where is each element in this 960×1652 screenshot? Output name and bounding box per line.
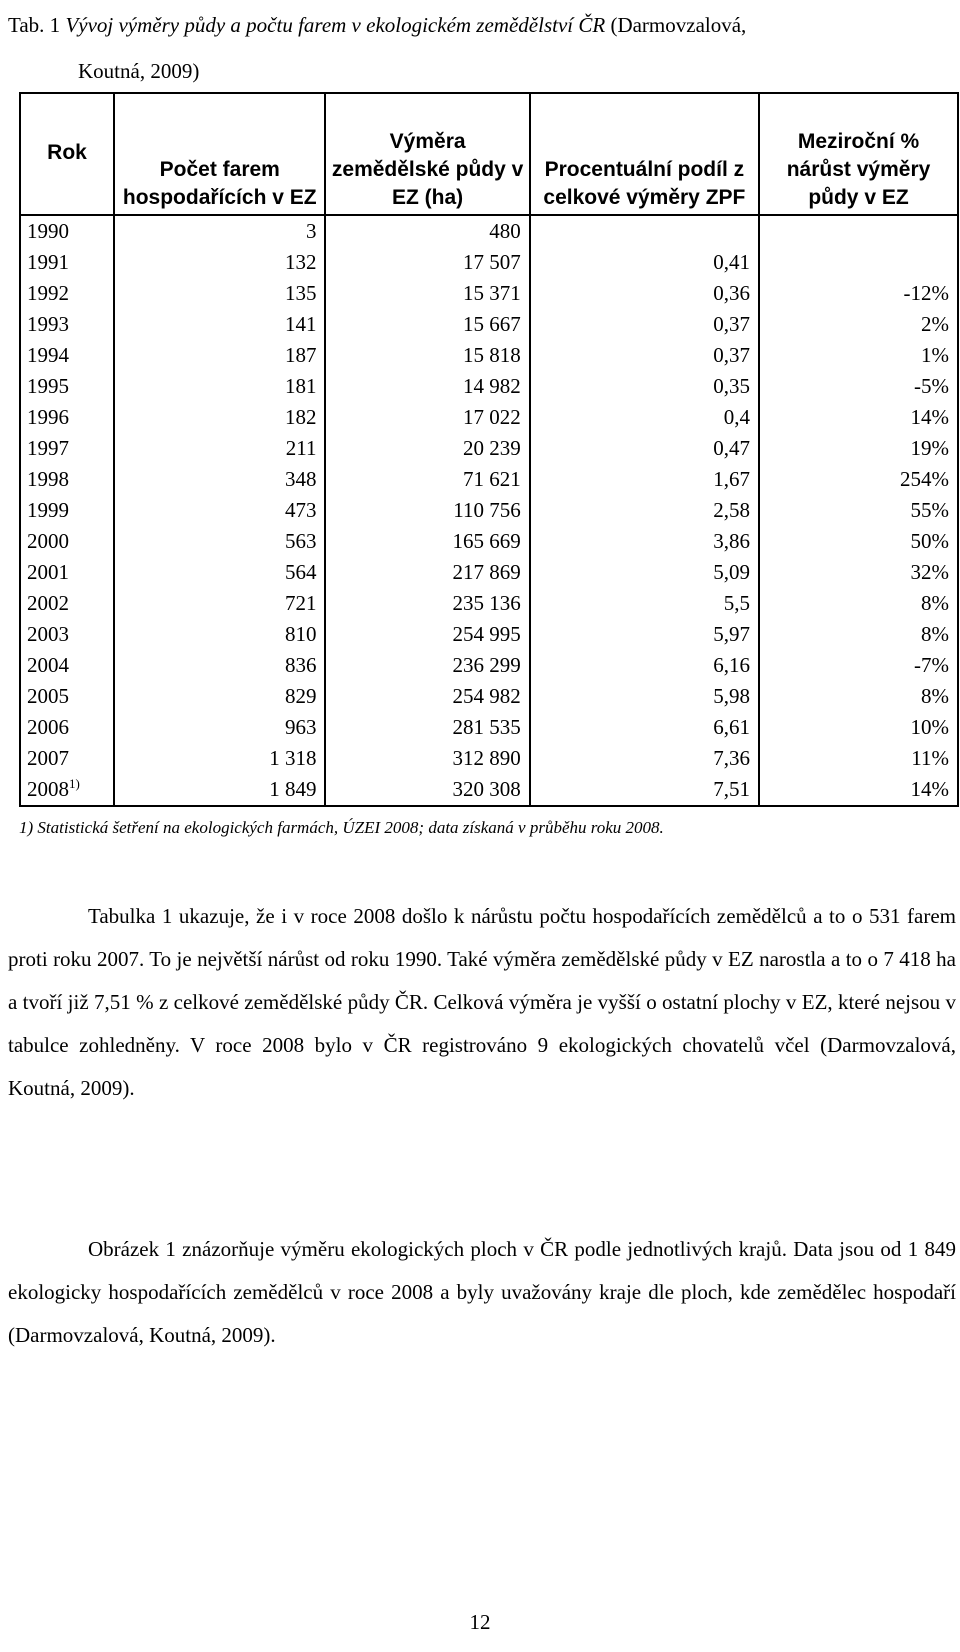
cell-growth-text: 32% <box>910 560 949 584</box>
cell-area <box>325 681 529 712</box>
caption-source-2: Koutná, 2009) <box>78 59 200 83</box>
footnote-marker: 1) <box>69 776 80 791</box>
table-row <box>20 309 958 340</box>
cell-farms <box>114 340 325 371</box>
table-footnote: 1) Statistická šetření na ekologických farmách, ÚZEI 2008; data získaná v průběhu roku 2008. <box>19 818 664 837</box>
table-row <box>20 340 958 371</box>
cell-area-text: 15 371 <box>462 281 521 305</box>
cell-farms-text: 181 <box>284 374 317 398</box>
cell-area <box>325 743 529 774</box>
cell-growth <box>759 712 958 743</box>
cell-year <box>20 278 114 309</box>
cell-share-text: 0,37 <box>713 312 751 336</box>
cell-share-text: 5,97 <box>713 622 751 646</box>
caption-source-1: (Darmovzalová, <box>605 13 747 37</box>
header-growth: Meziroční % nárůst výměry půdy v EZ <box>759 93 958 215</box>
cell-farms-text: 348 <box>284 467 317 491</box>
table-row <box>20 681 958 712</box>
cell-area-text: 235 136 <box>452 591 521 615</box>
cell-area <box>325 774 529 806</box>
cell-year-text: 1999 <box>27 498 69 522</box>
cell-area <box>325 588 529 619</box>
cell-growth <box>759 309 958 340</box>
cell-share-text: 3,86 <box>713 529 751 553</box>
cell-farms <box>114 464 325 495</box>
table-row <box>20 650 958 681</box>
cell-year-text: 1998 <box>27 467 69 491</box>
cell-area-text: 320 308 <box>452 777 521 801</box>
cell-farms <box>114 712 325 743</box>
cell-area-text: 17 507 <box>462 250 521 274</box>
cell-year-text: 2001 <box>27 560 69 584</box>
cell-share <box>530 681 759 712</box>
cell-area <box>325 712 529 743</box>
table-row <box>20 433 958 464</box>
cell-farms-text: 563 <box>284 529 317 553</box>
cell-area <box>325 464 529 495</box>
cell-year-text: 1993 <box>27 312 69 336</box>
cell-year <box>20 495 114 526</box>
cell-year-text: 1996 <box>27 405 69 429</box>
cell-area-text: 254 995 <box>452 622 521 646</box>
table-row <box>20 371 958 402</box>
cell-growth <box>759 247 958 278</box>
cell-area-text: 15 818 <box>462 343 521 367</box>
cell-growth-text: 8% <box>921 622 949 646</box>
cell-share-text: 0,37 <box>713 343 751 367</box>
cell-farms <box>114 619 325 650</box>
cell-share-text: 0,41 <box>713 250 751 274</box>
cell-farms <box>114 681 325 712</box>
cell-farms-text: 3 <box>305 219 317 243</box>
cell-area <box>325 433 529 464</box>
cell-farms <box>114 309 325 340</box>
table-row <box>20 743 958 774</box>
cell-year-text: 2006 <box>27 715 69 739</box>
cell-farms-text: 135 <box>284 281 317 305</box>
cell-share-text: 0,47 <box>713 436 751 460</box>
table-row <box>20 215 958 247</box>
cell-share <box>530 464 759 495</box>
cell-share-text: 7,36 <box>713 746 751 770</box>
cell-area <box>325 402 529 433</box>
cell-area-text: 165 669 <box>452 529 521 553</box>
cell-farms-text: 829 <box>284 684 317 708</box>
table-row <box>20 712 958 743</box>
cell-share-text: 1,67 <box>713 467 751 491</box>
cell-area-text: 236 299 <box>452 653 521 677</box>
cell-share <box>530 278 759 309</box>
table-body <box>20 215 958 806</box>
cell-area <box>325 215 529 247</box>
cell-area <box>325 340 529 371</box>
cell-farms-text: 721 <box>284 591 317 615</box>
cell-farms-text: 187 <box>284 343 317 367</box>
cell-share <box>530 557 759 588</box>
table-row <box>20 464 958 495</box>
table-row <box>20 526 958 557</box>
cell-share <box>530 309 759 340</box>
paragraph-2: Obrázek 1 znázorňuje výměru ekologických ploch v ČR podle jednotlivých krajů. Data jsou od 1 849 ekologicky hospodařících zemědělců v roce 2008 a byly uvažovány kraje dle ploch, kde zemědělec hospodaří (Darmovzalová, Koutná, 2009). <box>8 1237 956 1347</box>
cell-farms <box>114 588 325 619</box>
cell-growth-text: 8% <box>921 591 949 615</box>
page-number: 12 <box>469 1610 491 1634</box>
cell-growth <box>759 557 958 588</box>
cell-year <box>20 309 114 340</box>
cell-area <box>325 650 529 681</box>
cell-share-text: 6,16 <box>713 653 751 677</box>
cell-growth <box>759 588 958 619</box>
cell-farms <box>114 557 325 588</box>
cell-year-text: 2002 <box>27 591 69 615</box>
cell-growth <box>759 278 958 309</box>
cell-area <box>325 371 529 402</box>
cell-area-text: 281 535 <box>452 715 521 739</box>
cell-share <box>530 433 759 464</box>
cell-farms-text: 473 <box>284 498 317 522</box>
cell-year <box>20 619 114 650</box>
cell-area <box>325 309 529 340</box>
cell-share <box>530 247 759 278</box>
cell-growth <box>759 433 958 464</box>
cell-farms <box>114 433 325 464</box>
cell-farms-text: 1 318 <box>269 746 317 770</box>
cell-growth-text: 11% <box>911 746 949 770</box>
cell-area-text: 17 022 <box>462 405 521 429</box>
header-year: Rok <box>20 93 114 215</box>
caption-title: Vývoj výměry půdy a počtu farem v ekologickém zemědělství ČR <box>65 13 606 37</box>
cell-area <box>325 526 529 557</box>
cell-growth <box>759 340 958 371</box>
cell-year <box>20 340 114 371</box>
farm-area-table <box>19 92 959 807</box>
cell-year-text: 1994 <box>27 343 69 367</box>
table-row <box>20 588 958 619</box>
cell-farms <box>114 402 325 433</box>
cell-year <box>20 215 114 247</box>
header-farms: Počet farem hospodařících v EZ <box>114 93 325 215</box>
cell-growth-text: 19% <box>910 436 949 460</box>
cell-farms-text: 963 <box>284 715 317 739</box>
cell-farms-text: 141 <box>284 312 317 336</box>
header-area: Výměra zemědělské půdy v EZ (ha) <box>325 93 529 215</box>
cell-share <box>530 495 759 526</box>
cell-growth <box>759 495 958 526</box>
cell-growth-text: -12% <box>903 281 949 305</box>
cell-growth <box>759 650 958 681</box>
cell-year <box>20 464 114 495</box>
cell-share-text: 0,35 <box>713 374 751 398</box>
table-header-row <box>20 93 958 215</box>
cell-growth-text: 10% <box>910 715 949 739</box>
cell-year <box>20 588 114 619</box>
cell-share <box>530 371 759 402</box>
cell-farms-text: 564 <box>284 560 317 584</box>
cell-growth-text: 55% <box>910 498 949 522</box>
cell-area <box>325 247 529 278</box>
cell-growth-text: 8% <box>921 684 949 708</box>
cell-year-text: 1997 <box>27 436 69 460</box>
cell-year <box>20 557 114 588</box>
cell-farms-text: 132 <box>284 250 317 274</box>
table-row <box>20 774 958 806</box>
cell-year <box>20 681 114 712</box>
cell-year <box>20 526 114 557</box>
cell-growth <box>759 215 958 247</box>
caption-prefix: Tab. 1 <box>8 13 66 37</box>
cell-growth <box>759 619 958 650</box>
cell-area <box>325 278 529 309</box>
cell-farms-text: 211 <box>285 436 317 460</box>
cell-area <box>325 495 529 526</box>
cell-year <box>20 650 114 681</box>
table-row <box>20 495 958 526</box>
cell-growth <box>759 402 958 433</box>
cell-year-text: 2005 <box>27 684 69 708</box>
cell-farms <box>114 278 325 309</box>
cell-growth-text: 1% <box>921 343 949 367</box>
cell-growth-text: -7% <box>914 653 949 677</box>
table-row <box>20 557 958 588</box>
cell-area <box>325 557 529 588</box>
cell-area-text: 14 982 <box>462 374 521 398</box>
cell-share <box>530 340 759 371</box>
cell-area <box>325 619 529 650</box>
cell-farms-text: 810 <box>284 622 317 646</box>
cell-growth <box>759 743 958 774</box>
cell-share <box>530 774 759 806</box>
cell-share-text: 0,36 <box>713 281 751 305</box>
cell-farms <box>114 247 325 278</box>
cell-share <box>530 402 759 433</box>
cell-share <box>530 650 759 681</box>
cell-farms <box>114 526 325 557</box>
header-share: Procentuální podíl z celkové výměry ZPF <box>530 93 759 215</box>
cell-growth <box>759 526 958 557</box>
cell-growth-text: 50% <box>910 529 949 553</box>
cell-area-text: 480 <box>489 219 521 243</box>
cell-year-text: 1991 <box>27 250 69 274</box>
cell-area-text: 71 621 <box>462 467 521 491</box>
cell-year-text: 2003 <box>27 622 69 646</box>
cell-year <box>20 402 114 433</box>
table-row <box>20 619 958 650</box>
cell-farms <box>114 371 325 402</box>
cell-share <box>530 743 759 774</box>
cell-share-text: 6,61 <box>713 715 751 739</box>
cell-share <box>530 712 759 743</box>
cell-year-text: 2000 <box>27 529 69 553</box>
cell-growth <box>759 464 958 495</box>
cell-area-text: 20 239 <box>462 436 521 460</box>
table-caption <box>8 2 948 94</box>
cell-growth-text: 14% <box>910 777 949 801</box>
table-row <box>20 402 958 433</box>
cell-area-text: 217 869 <box>452 560 521 584</box>
cell-year <box>20 774 114 806</box>
cell-area-text: 254 982 <box>452 684 521 708</box>
cell-growth <box>759 371 958 402</box>
cell-year <box>20 247 114 278</box>
cell-share <box>530 526 759 557</box>
cell-year-text: 1992 <box>27 281 69 305</box>
cell-share-text: 7,51 <box>713 777 751 801</box>
cell-year <box>20 371 114 402</box>
cell-farms-text: 836 <box>284 653 317 677</box>
cell-year <box>20 712 114 743</box>
cell-year-text: 2004 <box>27 653 69 677</box>
cell-growth-text: 2% <box>921 312 949 336</box>
cell-farms <box>114 495 325 526</box>
cell-share <box>530 588 759 619</box>
table-row <box>20 247 958 278</box>
cell-year-text: 2007 <box>27 746 69 770</box>
cell-farms <box>114 650 325 681</box>
cell-growth-text: 254% <box>900 467 949 491</box>
cell-year-text: 2008 <box>27 777 69 801</box>
cell-share <box>530 215 759 247</box>
table-row <box>20 278 958 309</box>
cell-year-text: 1995 <box>27 374 69 398</box>
cell-growth <box>759 774 958 806</box>
cell-share-text: 0,4 <box>723 405 751 429</box>
cell-year-text: 1990 <box>27 219 69 243</box>
cell-share-text: 2,58 <box>713 498 751 522</box>
cell-farms-text: 1 849 <box>269 777 317 801</box>
cell-area-text: 312 890 <box>452 746 521 770</box>
cell-area-text: 15 667 <box>462 312 521 336</box>
cell-farms <box>114 215 325 247</box>
cell-farms <box>114 774 325 806</box>
cell-year <box>20 743 114 774</box>
cell-share-text: 5,09 <box>713 560 751 584</box>
cell-farms <box>114 743 325 774</box>
cell-area-text: 110 756 <box>453 498 521 522</box>
cell-year <box>20 433 114 464</box>
cell-growth <box>759 681 958 712</box>
cell-share-text: 5,98 <box>713 684 751 708</box>
cell-growth-text: -5% <box>914 374 949 398</box>
cell-farms-text: 182 <box>284 405 317 429</box>
cell-growth-text: 14% <box>910 405 949 429</box>
paragraph-1: Tabulka 1 ukazuje, že i v roce 2008 došlo k nárůstu počtu hospodařících zemědělců a to o 531 farem proti roku 2007. To je největší nárůst od roku 1990. Také výměra zemědělské půdy v EZ narostla a to o 7 418 ha a tvoří již 7,51 % z celkové zemědělské půdy ČR. Celková výměra je vyšší o ostatní plochy v EZ, které nejsou v tabulce zohledněny. V roce 2008 bylo v ČR registrováno 9 ekologických chovatelů včel (Darmovzalová, Koutná, 2009). <box>8 904 956 1100</box>
cell-share-text: 5,5 <box>723 591 751 615</box>
cell-share <box>530 619 759 650</box>
